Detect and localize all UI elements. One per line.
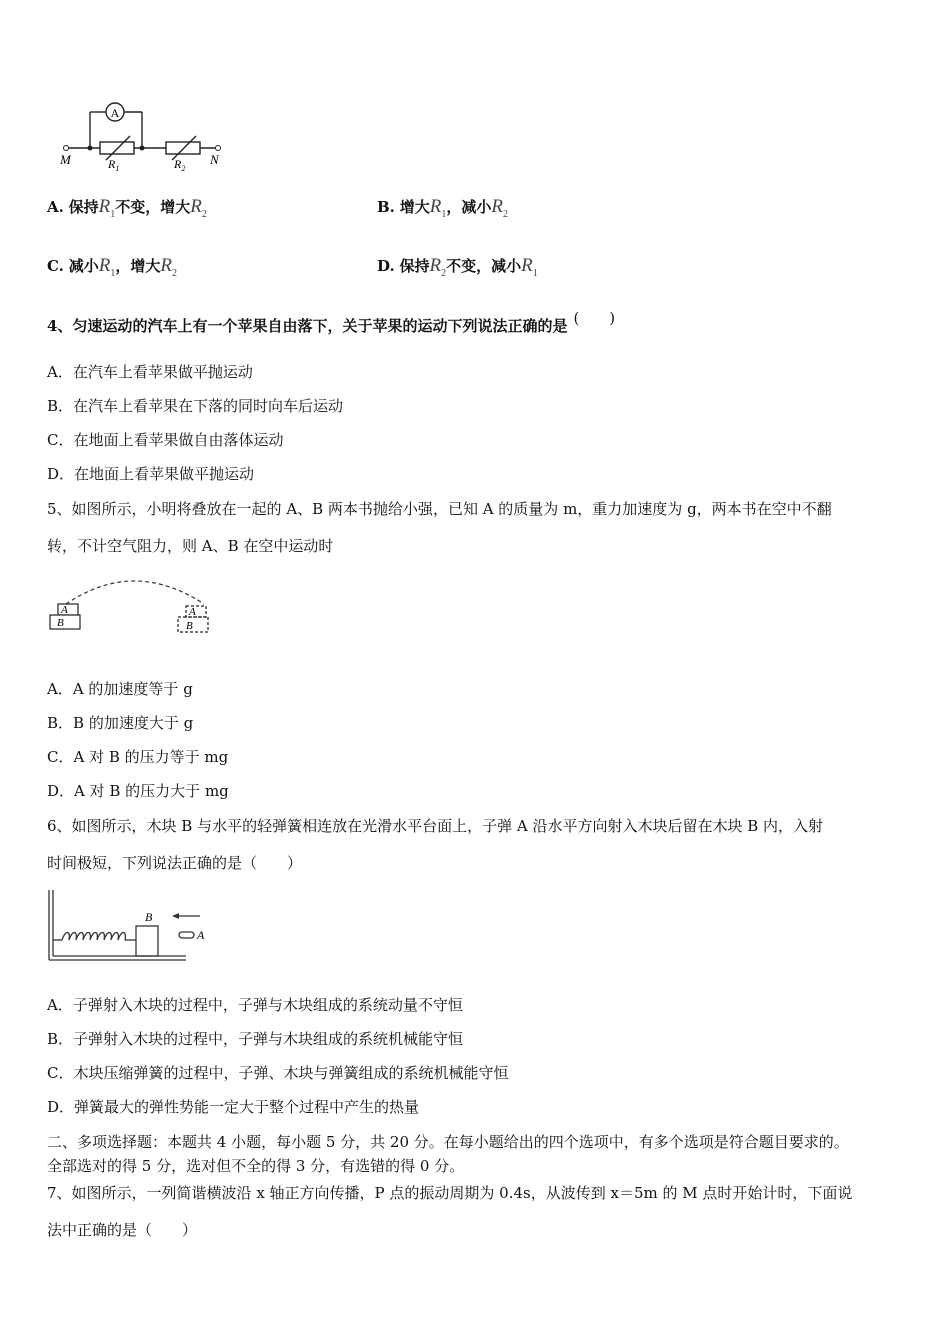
q5-stem-line1: 5、如图所示，小明将叠放在一起的 A、B 两本书抛给小强，已知 A 的质量为 m，重力加速度为 g，两本书在空中不翻	[47, 500, 832, 518]
book-b-label: B	[57, 617, 64, 629]
q4-option-c[interactable]: C．在地面上看苹果做自由落体运动	[47, 431, 284, 449]
q6-option-b[interactable]: B．子弹射入木块的过程中，子弹与木块组成的系统机械能守恒	[47, 1030, 464, 1048]
q3-option-a[interactable]: A. 保持$R_1$不变，增大$R_2$	[47, 196, 207, 220]
q4-option-a[interactable]: A．在汽车上看苹果做平抛运动	[47, 363, 253, 381]
q5-stem-line2: 转，不计空气阻力，则 A、B 在空中运动时	[47, 537, 334, 555]
book-a-dashed-label: A	[189, 606, 196, 618]
q6-option-a[interactable]: A．子弹射入木块的过程中，子弹与木块组成的系统动量不守恒	[47, 996, 463, 1014]
q4-stem: 4、匀速运动的汽车上有一个苹果自由落下，关于苹果的运动下列说法正确的是 ( )	[47, 309, 616, 335]
q7-stem-line1: 7、如图所示，一列简谐横波沿 x 轴正方向传播，P 点的振动周期为 0.4s，从波传到 x＝5m 的 M 点时开始计时，下面说	[47, 1184, 853, 1202]
section2-line1: 二、多项选择题：本题共 4 小题，每小题 5 分，共 20 分。在每小题给出的四个选项中，有多个选项是符合题目要求的。	[47, 1133, 849, 1151]
circuit-diagram	[58, 96, 228, 176]
book-b-dashed-label: B	[186, 620, 193, 632]
section2-line2: 全部选对的得 5 分，选对但不全的得 3 分，有选错的得 0 分。	[47, 1157, 465, 1175]
q5-option-b[interactable]: B．B 的加速度大于 g	[47, 714, 194, 732]
q4-option-d[interactable]: D．在地面上看苹果做平抛运动	[47, 465, 255, 483]
q3-option-c[interactable]: C. 减小$R_1$，增大$R_2$	[47, 255, 177, 279]
q6-option-c[interactable]: C．木块压缩弹簧的过程中，子弹、木块与弹簧组成的系统机械能守恒	[47, 1064, 509, 1082]
books-throw-diagram	[44, 570, 219, 640]
q7-stem-line2: 法中正确的是（ ）	[47, 1221, 198, 1239]
q6-stem-line1: 6、如图所示，木块 B 与水平的轻弹簧相连放在光滑水平台面上，子弹 A 沿水平方向射入木块后留在木块 B 内，入射	[47, 817, 824, 835]
terminal-m: M	[60, 152, 71, 167]
q5-option-a[interactable]: A．A 的加速度等于 g	[47, 680, 193, 698]
q3-option-d[interactable]: D. 保持$R_2$不变，减小$R_1$	[377, 255, 538, 279]
spring-block-diagram	[44, 888, 219, 964]
q5-option-c[interactable]: C．A 对 B 的压力等于 mg	[47, 748, 229, 766]
r1-label: $R_1$	[108, 157, 120, 173]
q6-option-d[interactable]: D．弹簧最大的弹性势能一定大于整个过程中产生的热量	[47, 1098, 420, 1116]
book-a-label: A	[61, 604, 68, 616]
q5-option-d[interactable]: D．A 对 B 的压力大于 mg	[47, 782, 229, 800]
q3-option-b[interactable]: B. 增大$R_1$，减小$R_2$	[377, 196, 508, 220]
q6-stem-line2: 时间极短，下列说法正确的是（ ）	[47, 854, 303, 872]
terminal-n: N	[210, 152, 219, 167]
r2-label: $R_2$	[174, 157, 186, 173]
block-b-label: B	[145, 910, 153, 924]
ammeter-label: A	[110, 106, 120, 120]
q4-option-b[interactable]: B．在汽车上看苹果在下落的同时向车后运动	[47, 397, 344, 415]
bullet-a-label: A	[197, 928, 205, 942]
